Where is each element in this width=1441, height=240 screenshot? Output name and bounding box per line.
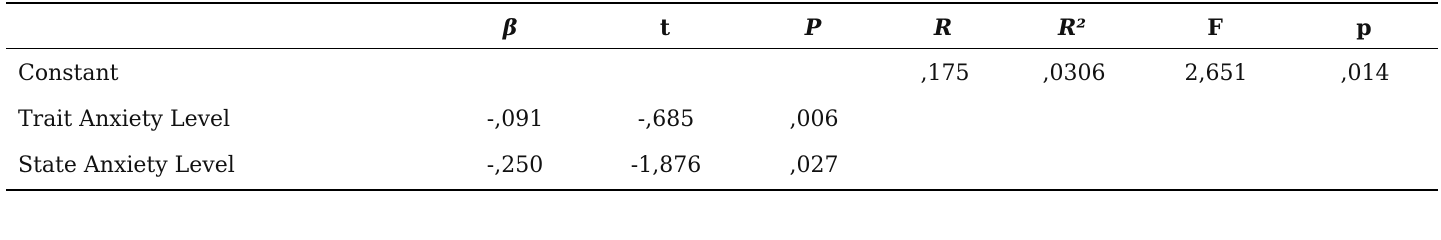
header-r-squared: R²	[1058, 15, 1086, 41]
cell-r-squared	[1004, 144, 1144, 188]
cell-t: -,685	[637, 107, 695, 132]
table-top-rule	[6, 2, 1438, 4]
cell-r-squared: ,0306	[1042, 61, 1106, 86]
cell-r	[875, 98, 1015, 142]
row-label: State Anxiety Level	[18, 153, 235, 178]
table-row	[0, 98, 1441, 142]
cell-beta	[445, 52, 585, 96]
cell-t	[596, 52, 736, 96]
cell-f	[1146, 98, 1286, 142]
table-row	[0, 144, 1441, 188]
header-beta: β	[502, 15, 518, 41]
cell-r-squared	[1004, 98, 1144, 142]
header-f: F	[1207, 15, 1223, 41]
row-label: Trait Anxiety Level	[18, 107, 231, 132]
row-label: Constant	[18, 61, 119, 86]
cell-p-upper: ,006	[789, 107, 839, 132]
cell-p-lower: ,014	[1340, 61, 1390, 86]
header-r: R	[933, 15, 953, 41]
cell-p-upper: ,027	[789, 153, 839, 178]
cell-p-lower	[1295, 98, 1435, 142]
header-p-lower: p	[1356, 15, 1372, 41]
cell-r: ,175	[920, 61, 970, 86]
table-row	[0, 52, 1441, 96]
cell-p-lower	[1295, 144, 1435, 188]
table-bottom-rule	[6, 189, 1438, 191]
cell-f: 2,651	[1184, 61, 1248, 86]
cell-p-upper	[744, 52, 884, 96]
cell-beta: -,250	[486, 153, 544, 178]
header-t: t	[659, 15, 671, 41]
table-header-rule	[6, 48, 1438, 49]
cell-t: -1,876	[630, 153, 702, 178]
header-p-upper: P	[804, 15, 822, 41]
cell-f	[1146, 144, 1286, 188]
table-header-row	[0, 6, 1441, 50]
cell-beta: -,091	[486, 107, 544, 132]
cell-r	[875, 144, 1015, 188]
